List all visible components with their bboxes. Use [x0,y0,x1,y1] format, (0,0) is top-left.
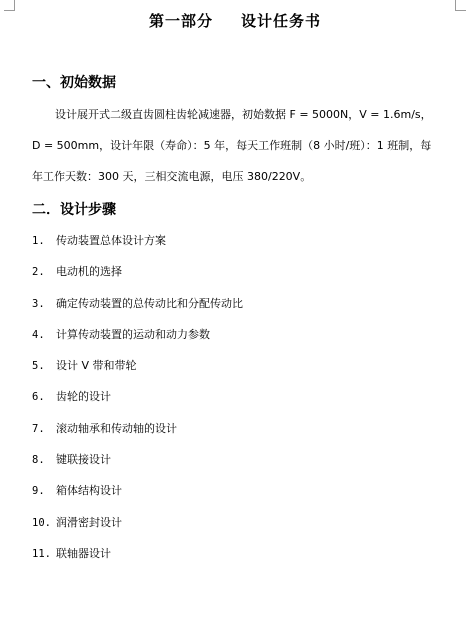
step-text: 齿轮的设计 [56,390,111,404]
paragraph-line-1: 设计展开式二级直齿圆柱齿轮减速器，初始数据 F = 5000N，V = 1.6m/s， [55,108,432,121]
list-item [32,538,243,569]
step-text: 确定传动装置的总传动比和分配传动比 [56,296,243,310]
step-number: 5. [32,360,45,373]
list-item [32,225,243,256]
step-number: 6. [32,391,45,404]
step-number: 2. [32,266,45,279]
step-text: 箱体结构设计 [56,484,122,498]
list-item [32,444,243,475]
list-item [32,507,243,538]
design-steps-list [32,225,243,569]
step-text: 电动机的选择 [56,265,122,279]
step-number: 4. [32,328,45,341]
step-number: 8. [32,454,45,467]
paragraph-line-2: D = 500mm，设计年限（寿命）：5 年，每天工作班制（8 小时/班）：1 班制，每 [32,139,432,152]
list-item [32,319,243,350]
list-item [32,475,243,506]
step-number: 3. [32,297,45,310]
step-number: 1. [32,235,45,247]
step-number: 9. [32,485,45,498]
title-part: 第一部分 [148,12,213,30]
step-text: 键联接设计 [56,453,111,467]
step-text: 计算传动装置的运动和动力参数 [56,327,210,341]
step-text: 设计 V 带和带轮 [56,359,137,373]
title-name: 设计任务书 [241,12,322,30]
section2-heading: 二．设计步骤 [32,202,116,218]
step-text: 传动装置总体设计方案 [56,234,166,247]
step-number: 11. [32,547,51,560]
section1-heading: 一、初始数据 [32,75,116,91]
list-item [32,288,243,319]
step-text: 滚动轴承和传动轴的设计 [56,421,177,435]
step-number: 10. [32,516,51,529]
document-title [0,10,470,31]
initial-data-paragraph [32,99,442,192]
step-number: 7. [32,422,45,435]
step-text: 润滑密封设计 [56,515,122,529]
step-text: 联轴器设计 [56,546,111,560]
list-item [32,413,243,444]
paragraph-line-3: 年工作天数：300 天，三相交流电源，电压 380/220V。 [32,170,312,183]
list-item [32,381,243,412]
list-item [32,350,243,381]
list-item [32,256,243,287]
